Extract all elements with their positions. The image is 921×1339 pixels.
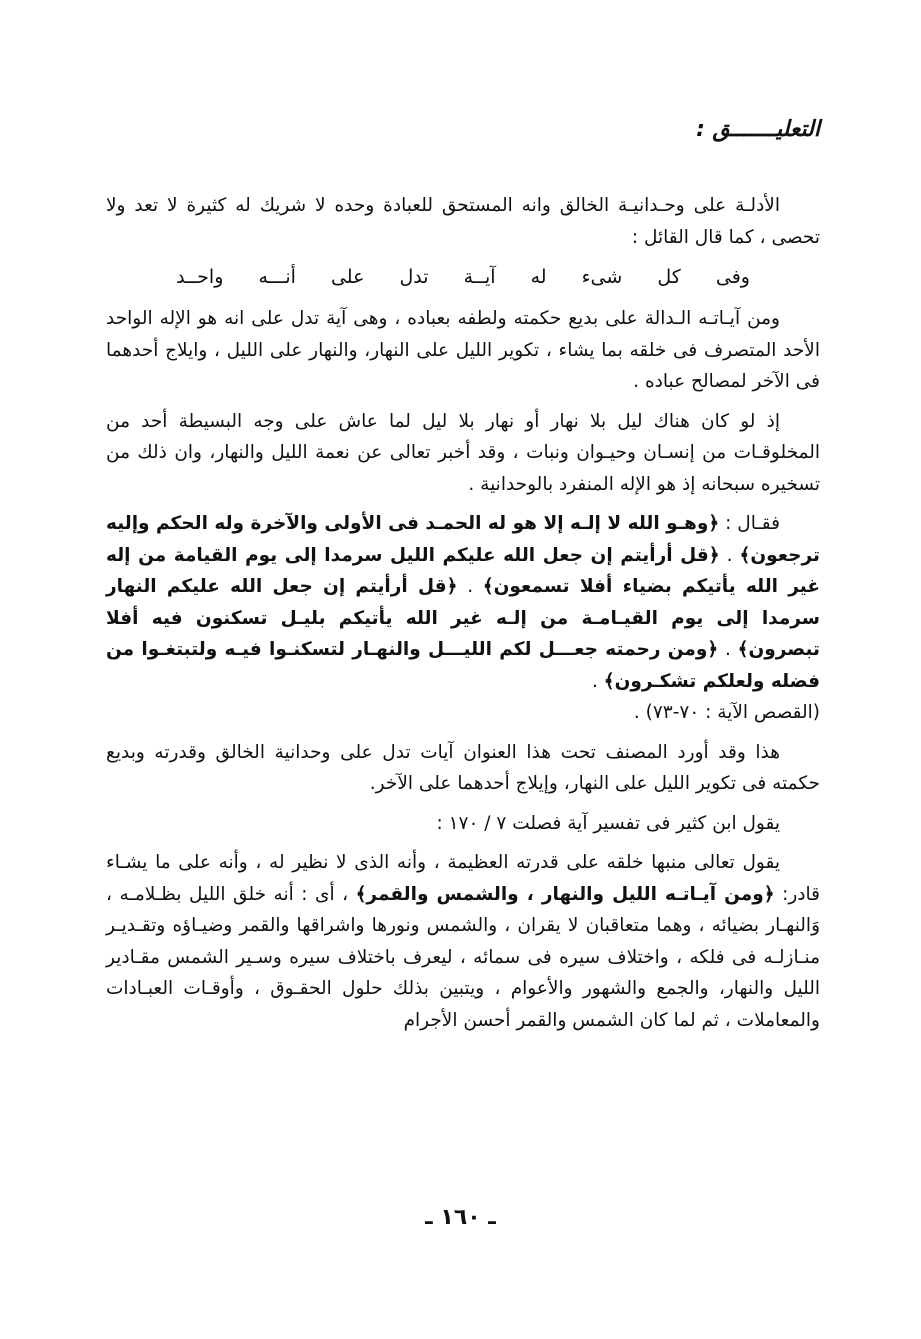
text: ، أى : أنه خلق الليل بظـلامـه ، وَالنهـار بضيائه ، وهما متعاقبان لا يقران ، والشمس ونورها واشراقها والقمر وضيـاؤه وتقـديـر منـازلـه فى فلكه ، واختلاف سيره فى سمائه ، ليعرف باختلاف سيره وسـير الشمس مقـادير الليل والنهار، والجمع والشهور والأعوام ، ويتبين بذلك حلول الحقـوق ، وأوقـات العبـادات والمعاملات ، ثم لما كان الشمس والقمر أحسن الأجرام (106, 883, 820, 1031)
quran-verse: ﴿قل أرأيتم إن جعل الله عليكم النهار سرمدا إلى يوم القيـامـة من إلـه غير الله يأتيكم بليـل تسكنون فيه أفلا تبصرون﴾ (106, 576, 820, 660)
poem-word: على (330, 266, 365, 288)
paragraph-quran-verses (106, 508, 820, 729)
poem-word: وفى (715, 266, 750, 288)
verse-reference: (القصص الآية : ٧٠-٧٣) . (633, 702, 820, 723)
poem-word: آيــة (463, 266, 496, 288)
page-number: ـ ١٦٠ ـ (425, 1205, 496, 1230)
poem-word: تدل (399, 266, 429, 288)
quran-verse: ﴿ومن رحمته جعـــل لكم الليـــل والنهـار لتسكنـوا فيـه ولتبتغـوا من فضله ولعلكم تشكـرون﴾ (106, 639, 820, 692)
separator: . (719, 544, 740, 566)
poem-word: له (530, 266, 547, 288)
quran-verse: ﴿ومن آيـاتـه الليل والنهار ، والشمس والقمر﴾ (355, 883, 775, 905)
quran-verse: ﴿وهـو الله لا إلـه إلا هو له الحمـد فى الأولى والآخرة وله الحكم وإليه ترجعون﴾ (106, 513, 820, 566)
paragraph-3: إذ لو كان هناك ليل بلا نهار أو نهار بلا ليل لما عاش على وجه البسيطة أحد من المخلوقـات من إنسـان وحيـوان ونبات ، وقد أخبر تعالى عن نعمة الليل والنهار، وان ذلك من تسخيره سبحانه إذ هو الإله المنفرد بالوحدانية . (106, 410, 820, 495)
paragraph-7 (106, 847, 820, 1036)
separator: . (592, 670, 604, 692)
paragraph-5: هذا وقد أورد المصنف تحت هذا العنوان آيات تدل على وحدانية الخالق وقدرته وبديع حكمته فى تكوير الليل على النهار، وإيلاج أحدهما على الآخر. (106, 741, 820, 794)
quran-verse: ﴿قل أرأيتم إن جعل الله عليكم الليل سرمدا إلى يوم القيامة من إله غير الله يأتيكم بضياء أفلا تسمعون﴾ (106, 544, 820, 597)
poem-word: أنـــه (258, 266, 296, 288)
intro-text: فقـال : (719, 513, 780, 534)
poem-word: شىء (581, 266, 623, 288)
paragraph-1: الأدلـة على وحـدانيـة الخالق وانه المستحق للعبادة وحده لا شريك له كثيرة لا تعد ولا تحصى ، كما قال القائل : (106, 195, 820, 248)
poem-word: كل (657, 266, 681, 288)
paragraph-2: ومن آيـاتـه الـدالة على بديع حكمته ولطفه بعباده ، وهى آية تدل على انه هو الإله الواحد الأحد المتصرف فى خلقه بما يشاء ، تكوير الليل على النهار، والنهار على الليل ، وايلاج أحدهما فى الآخر لمصالح عباده . (106, 308, 820, 392)
poem-word: واحــد (176, 266, 224, 288)
section-heading: التعليـــــــق : (696, 117, 820, 142)
poem-verse (106, 261, 820, 293)
separator: . (718, 639, 738, 660)
text: يقول تعالى منبها خلقه على قدرته العظيمة ، وأنه الذى لا نظير له ، وأنه على ما يشـاء قادر: (106, 852, 820, 905)
separator: . (457, 576, 483, 597)
paragraph-6: يقول ابن كثير فى تفسير آية فصلت ٧ / ١٧٠ : (436, 812, 780, 834)
page-body (106, 108, 820, 1044)
